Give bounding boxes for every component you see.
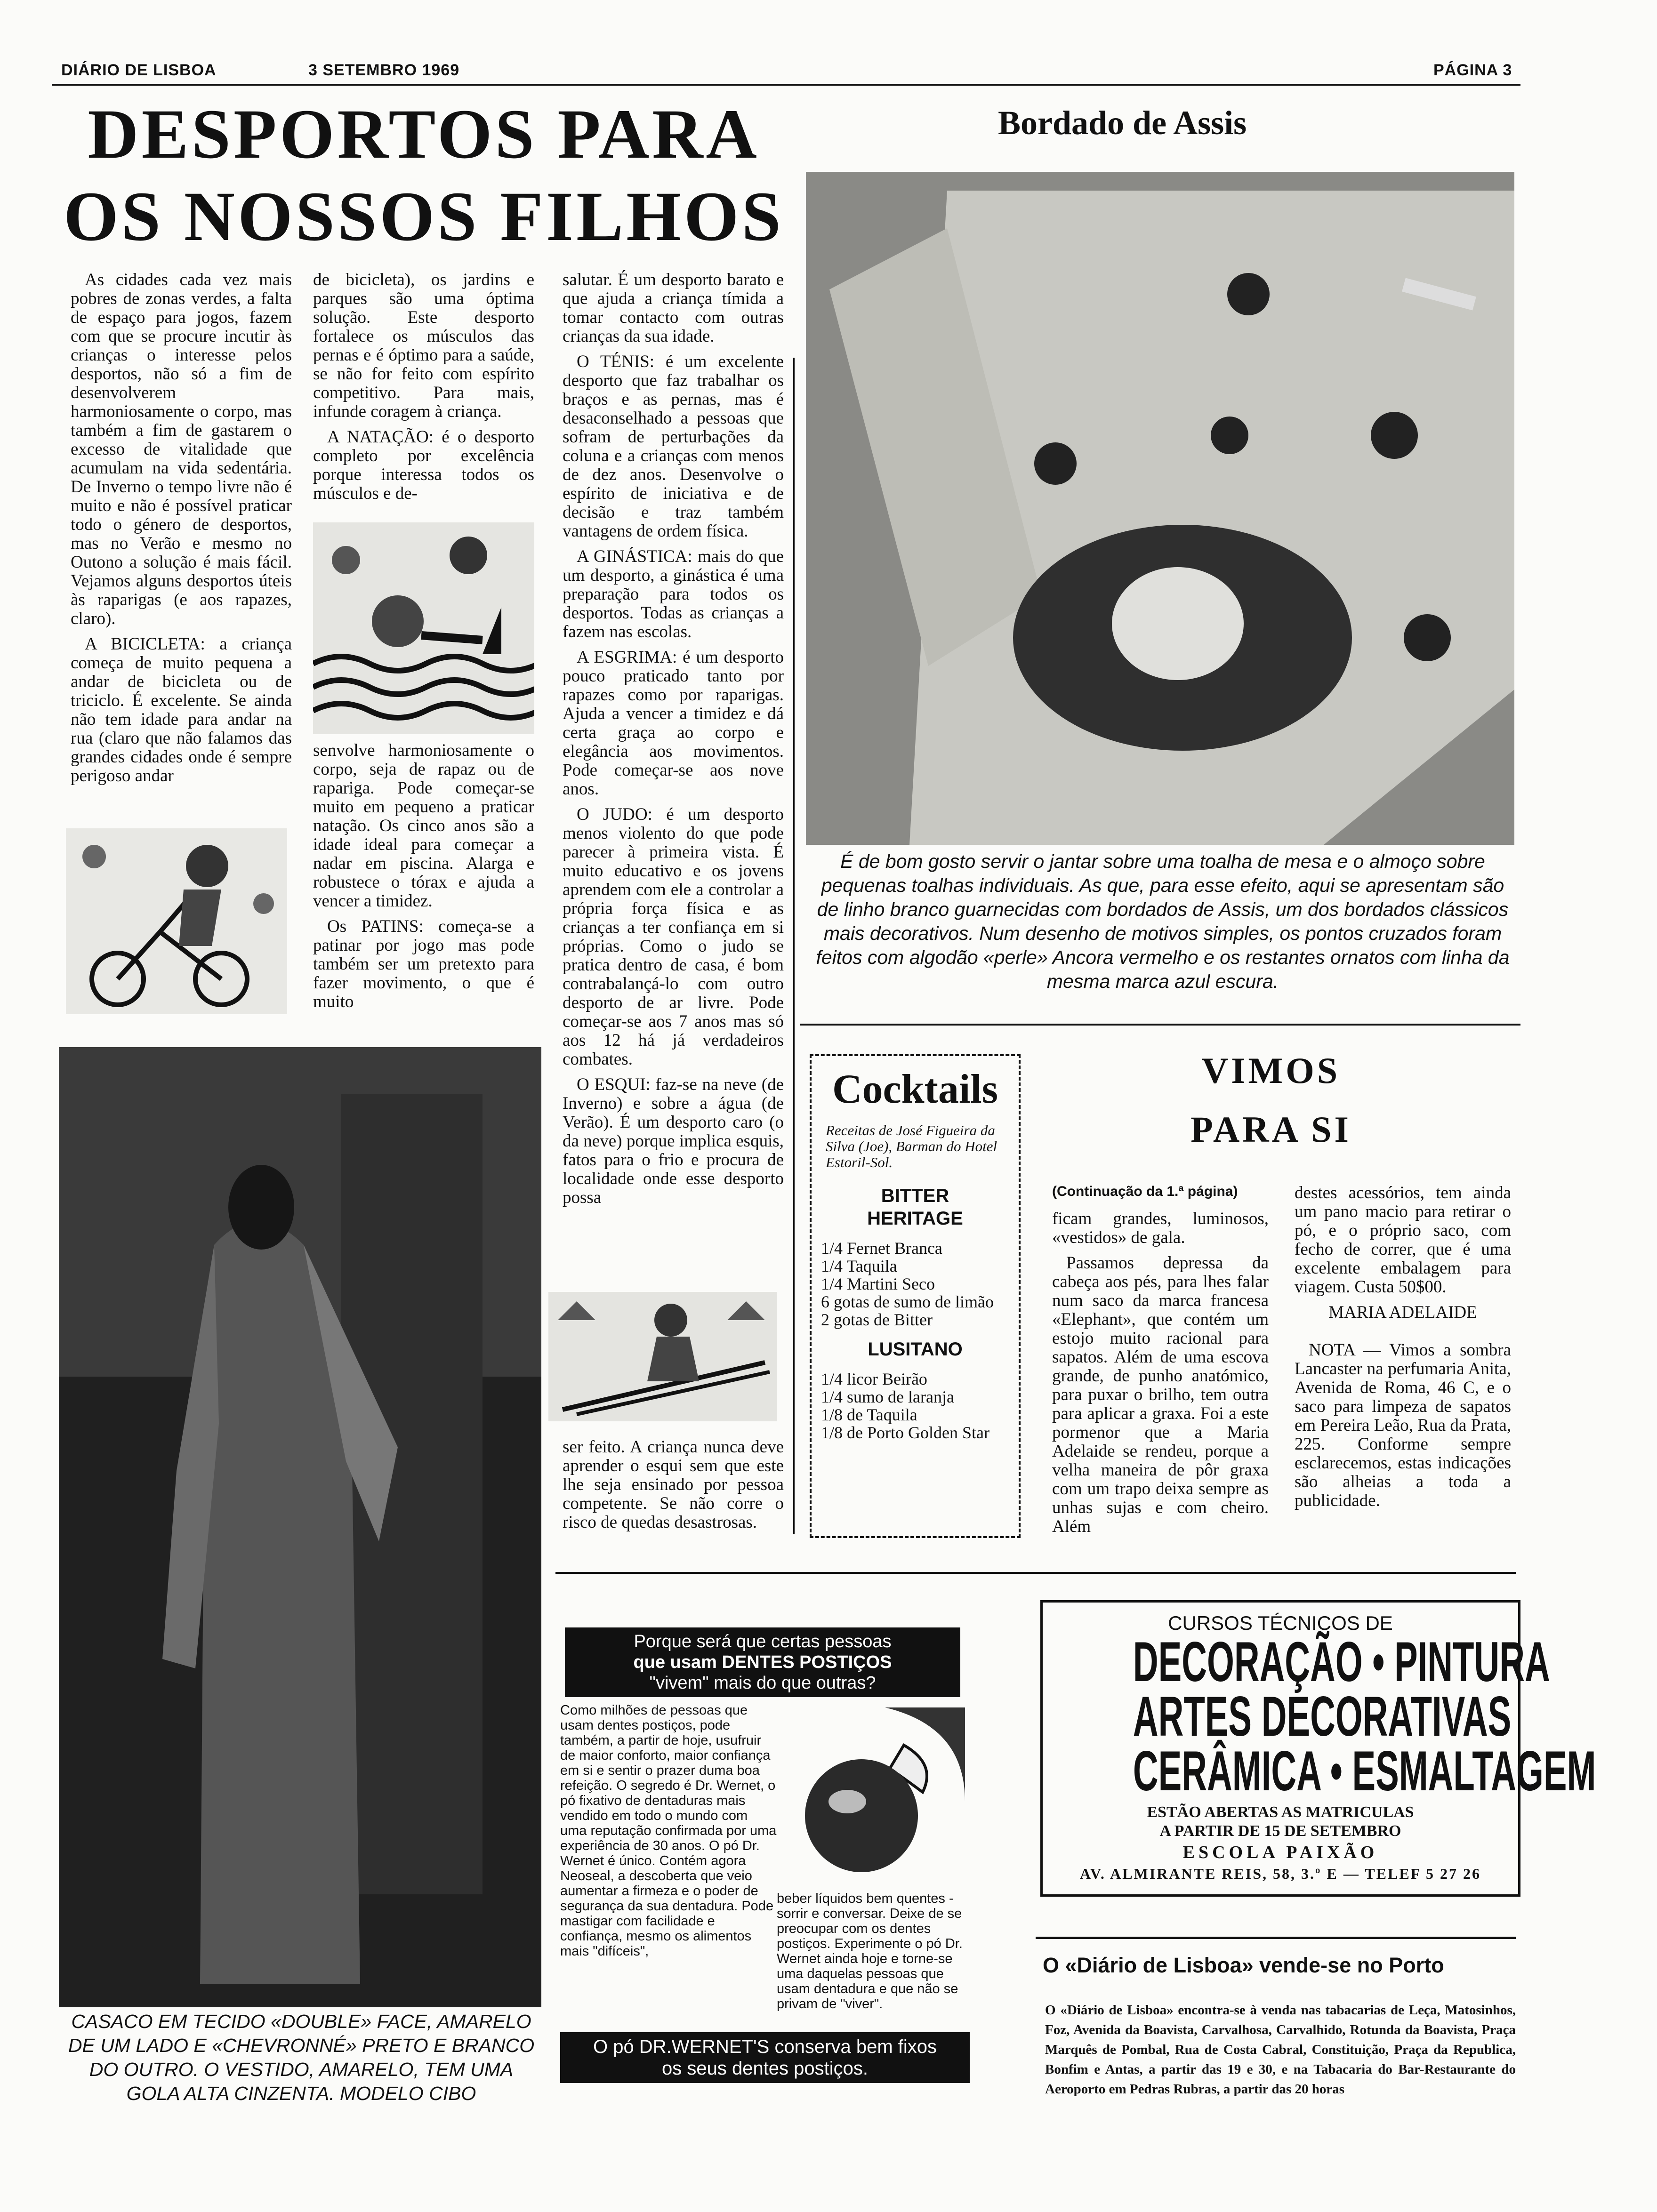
sports-paragraph: ser feito. A criança nunca deve aprender o esqui sem que este lhe seja ensinado por pessoa competente. Se não corre o risco de quedas desastrosas. [563,1437,784,1532]
bicycle-illustration [66,828,287,1014]
sports-paragraph: O ESQUI: faz-se na neve (de Inverno) e sobre a água (de Verão). É um desporto caro (o da neve) porque implica esquis, fatos para o frio e procura de localidade onde esse desporto possa [563,1075,784,1207]
embroidery-photo [806,172,1514,845]
sports-paragraph: A BICICLETA: a criança começa de muito pequena a andar de bicicleta ou de triciclo. É excelente. Se ainda não tem idade para andar na rua (claro que não falamos das grandes cidades onde é sempre perigoso andar [71,634,292,785]
recipe-ingredient: 6 gotas de sumo de limão [821,1292,994,1311]
dentes-ad [560,1627,974,2110]
embroidery-caption: É de bom gosto servir o jantar sobre uma toalha de mesa e o almoço sobre pequenas toalhas individuais. As que, para esse efeito, aqui se apresentam são de linho branco guarnecidas com bordados de Assis, um dos bordados clássicos mais decorativos. Num desenho de motivos simples, os pontos cruzados foram feitos com algodão «perle» Ancora vermelho e os restantes ornatos com linha da mesma marca azul escura. [816,850,1510,992]
school-line2: DECORAÇÃO • PINTURA [1133,1630,1550,1693]
sports-paragraph: A ESGRIMA: é um desporto pouco praticado tanto por rapazes como por raparigas. Ajuda a vencer a timidez e dá certa graça ao corpo e elegância aos movimentos. Pode começar-se aos nove anos. [563,648,784,799]
vimos-paragraph: destes acessórios, tem ainda um pano macio para retirar o pó, e o próprio saco, com fecho de correr, que é uma excelente embalagem para viagem. Custa 50$00. [1295,1183,1511,1297]
sports-column-1 [71,271,292,792]
vimos-note: NOTA — Vimos a sombra Lancaster na perfumaria Anita, Avenida de Roma, 46 C, e o saco para limpeza de sapatos em Pereira Leão, Rua da Prata, 225. Conforme sempre esclarecemos, estas indicações são alheias a toda a publicidade. [1295,1340,1511,1510]
sports-paragraph: salutar. É um desporto barato e que ajuda a criança tímida a tomar contacto com outras crianças da sua idade. [563,270,784,346]
vimos-column-2 [1295,1184,1511,1517]
newspaper-name: DIÁRIO DE LISBOA [61,61,217,79]
section-rule [800,1024,1520,1026]
porto-body: O «Diário de Lisboa» encontra-se à venda nas tabacarias de Leça, Matosinhos, Foz, Avenida da Boavista, Carvalhosa, Carvalhido, Rotunda da Boavista, Praça Marquês de Pombal, Rua de Costa Cabral, Constituição, Praça da Republica, Bonfim e Antas, a partir das 19 e 30, e na Tabacaria do Bar-Restaurante do Aeroporto em Pedras Rubras, a partir das 20 horas [1045,2003,1516,2097]
fashion-photo [59,1047,541,2007]
dentes-headline-2: que usam DENTES POSTIÇOS [633,1652,892,1672]
recipe-name: LUSITANO [868,1339,963,1360]
sports-paragraph: As cidades cada vez mais pobres de zonas verdes, a falta de espaço para jogos, fazem com que se procure incutir às crianças o interesse pelos desportos, não só a fim de desenvolverem harmoniosamente o corpo, mas também a fim de gastarem o excesso de vitalidade que acumulam na vida sedentária. De Inverno o tempo livre não é muito e não é possível praticar todo o género de desportos, mas no Verão e mesmo no Outono a solução é mais fácil. Vejamos alguns desportos úteis às raparigas (e aos rapazes, claro). [71,270,292,628]
sports-paragraph: de bicicleta), os jardins e parques são uma óptima solução. Este desporto fortalece os músculos das pernas e é óptimo para a saúde, se não for feito com espírito competitivo. Para mais, infunde coragem à criança. [313,270,534,421]
dentes-ad-footer [560,2032,970,2083]
school-ad [1040,1600,1596,1897]
vimos-paragraph: Passamos depressa da cabeça aos pés, para lhes falar num saco da marca francesa «Elephant», que contém um estojo muito racional para sapatos. Além de uma escova grande, de punho anatómico, para puxar o brilho, tem outra para aplicar a graxa. Foi a este pormenor que a Maria Adelaide se rendeu, porque a velha maneira de pôr graxa com um trapo deixa sempre as unhas sujas e com cheiro. Além [1052,1253,1269,1536]
sports-paragraph: Os PATINS: começa-se a patinar por jogo mas pode também ser um pretexto para fazer movimento, o que é muito [313,917,534,1011]
vimos-continuation: (Continuação da 1.ª página) [1052,1184,1238,1199]
issue-date: 3 SETEMBRO 1969 [308,61,460,79]
dentes-headline-3: "vivem" mais do que outras? [649,1673,876,1693]
fashion-caption: CASACO EM TECIDO «DOUBLE» FACE, AMARELO DE UM LADO E «CHEVRONNÉ» PRETO E BRANCO DO OUTRO. O VESTIDO, AMARELO, TEM UMA GOLA ALTA CINZENTA. MODELO CIBO [68,2011,535,2104]
vimos-paragraph: ficam grandes, luminosos, «vestidos» de gala. [1052,1209,1269,1247]
recipe-ingredient: 2 gotas de Bitter [821,1310,933,1329]
school-line5: ESTÃO ABERTAS AS MATRICULAS [1147,1803,1414,1821]
school-line4: CERÂMICA • ESMALTAGEM [1133,1739,1596,1803]
sports-title-line2: OS NOSSOS FILHOS [64,177,784,256]
sports-paragraph: A GINÁSTICA: mais do que um desporto, a ginástica é uma preparação para todos os desportos. Todas as crianças a fazem nas escolas. [563,547,784,641]
dentes-ad-headline [565,1627,960,1697]
recipe-ingredient: 1/4 licor Beirão [821,1370,927,1388]
sports-paragraph: O JUDO: é um desporto menos violento do que pode parecer à primeira vista. É muito educativo e os jovens aprendem com ele a controlar a própria força física e as crianças a ter confiança em si próprias. Como o judo se pratica dentro de casa, é bom contrabalançá-lo com outro desporto de ar livre. Pode começar-se aos 7 anos mas só aos 12 há já verdadeiros combates. [563,805,784,1069]
recipe-name: HERITAGE [867,1208,963,1229]
recipe-name: BITTER [881,1186,949,1206]
sports-paragraph: senvolve harmoniosamente o corpo, seja de rapaz ou de rapariga. Pode começar-se muito em pequeno a praticar natação. Os cinco anos são a idade ideal para começar a nadar em piscina. Alarga e robustece o tórax e ajuda a vencer a timidez. [313,741,534,911]
header-rule [52,84,1520,86]
dentes-footer-1: O pó DR.WERNET'S conserva bem fixos [593,2036,937,2057]
vimos-title-line1: VIMOS [1201,1050,1341,1091]
sports-column-2b [313,741,534,1018]
lower-rule [555,1572,1516,1574]
school-line7: ESCOLA PAIXÃO [1182,1843,1378,1862]
porto-title: O «Diário de Lisboa» vende-se no Porto [1043,1953,1444,1977]
skiing-illustration [548,1292,777,1421]
school-line8: AV. ALMIRANTE REIS, 58, 3.º E — TELEF 5 27 26 [1079,1865,1481,1882]
sports-column-3a [563,271,784,1214]
school-line1: CURSOS TÉCNICOS DE [1168,1612,1393,1634]
dentes-body-right: beber líquidos bem quentes - sorrir e conversar. Deixe de se preocupar com os dentes postiços. Experimente o pó Dr. Wernet ainda hoje e torne-se uma daquelas pessoas que usam dentadura e que não se privam de "viver". [777,1891,963,2012]
dentes-headline-1: Porque será que certas pessoas [634,1632,892,1651]
vertical-rule [793,358,795,1534]
page-number: PÁGINA 3 [1433,61,1512,79]
cocktails-byline: Receitas de José Figueira da Silva (Joe), Barman do Hotel Estoril-Sol. [826,1122,997,1170]
sports-title-line1: DESPORTOS PARA [88,95,760,173]
dentes-footer-2: os seus dentes postiços. [661,2058,869,2079]
sports-paragraph: A NATAÇÃO: é o desporto completo por excelência porque interessa todos os músculos e de- [313,427,534,503]
cocktails-box [810,1054,1021,1538]
school-line6: A PARTIR DE 15 DE SETEMBRO [1159,1822,1401,1840]
swimming-illustration [313,522,534,734]
apple-smile-photo [781,1707,965,1886]
embroidery-title: Bordado de Assis [998,104,1247,142]
porto-rule [1036,1937,1516,1939]
vimos-column-1 [1052,1210,1269,1543]
cocktails-title: Cocktails [832,1066,998,1112]
sports-column-3b [563,1438,784,1539]
school-line3: ARTES DECORATIVAS [1133,1685,1512,1748]
recipe-ingredient: 1/4 sumo de laranja [821,1387,954,1406]
dentes-body-left: Como milhões de pessoas que usam dentes postiços, pode também, a partir de hoje, usufruir de maior conforto, maior confiança em si e sentir o prazer duma boa refeição. O segredo é Dr. Wernet, o pó fixativo de dentaduras mais vendido em todo o mundo com uma reputação confirmada por uma experiência de 30 anos. O pó Dr. Wernet é único. Contém agora Neoseal, a descoberta que veio aumentar a firmeza e o poder de segurança da sua dentadura. Pode mastigar com facilidade e confiança, mesmo os alimentos mais "difíceis", [560,1703,777,1959]
sports-column-2a [313,271,534,510]
vimos-signature: MARIA ADELAIDE [1328,1303,1477,1322]
vimos-title-line2: PARA SI [1190,1109,1351,1150]
recipe-ingredient: 1/8 de Taquila [821,1405,917,1424]
sports-paragraph: O TÉNIS: é um excelente desporto que faz trabalhar os braços e as pernas, mas é desaconselhado a pessoas que sofram de perturbações da coluna e a crianças com menos de dez anos. Desenvolve o espírito de iniciativa e de decisão e traz também vantagens de ordem física. [563,352,784,541]
recipe-ingredient: 1/8 de Porto Golden Star [821,1423,989,1442]
recipe-ingredient: 1/4 Martini Seco [821,1274,935,1293]
recipe-ingredient: 1/4 Taquila [821,1257,897,1275]
recipe-ingredient: 1/4 Fernet Branca [821,1239,942,1258]
